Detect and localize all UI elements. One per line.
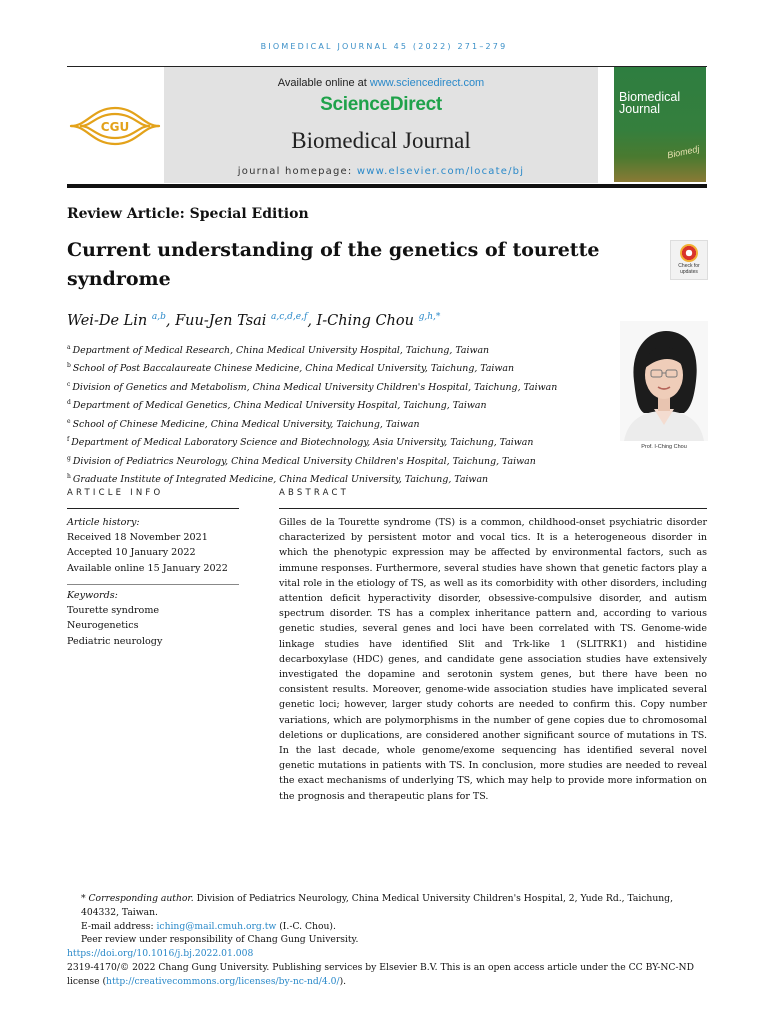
keyword-item: Neurogenetics: [67, 620, 139, 632]
sciencedirect-brand: ScienceDirect: [320, 94, 442, 115]
crossmark-label: updates: [680, 269, 698, 275]
affiliation-item: $^e$ School of Chinese Medicine, China Medical University, Taichung, Taiwan: [67, 417, 420, 430]
affiliation-item: $^d$ Department of Medical Genetics, China Medical University Hospital, Taichung, Taiwan: [67, 399, 487, 412]
author-affiliation-marks[interactable]: g,h,*: [418, 312, 441, 322]
affiliation-item: $^h$ Graduate Institute of Integrated Medicine, China Medical University, Taichung, Taiwan: [67, 472, 489, 486]
online-date: Available online 15 January 2022: [67, 562, 228, 574]
peer-review-note: Peer review under responsibility of Chang Gung University.: [81, 934, 359, 946]
author-affiliation-marks[interactable]: a,b: [151, 312, 166, 322]
affiliation-item: $^g$ Division of Pediatrics Neurology, China Medical University Children's Hospital, Taichung, Taiwan: [67, 454, 536, 467]
cover-script: Biomedj: [666, 143, 701, 161]
affiliation-list: [67, 340, 607, 487]
author-name[interactable]: I-Ching Chou: [316, 312, 414, 329]
received-date: Received 18 November 2021: [67, 532, 208, 544]
author-list: Wei-De Lin $^{a,b}$, Fuu-Jen Tsai $^{a,c,d,e,f}$, I-Ching Chou $^{g,h,*}$: [67, 312, 441, 329]
corresponding-author-note: * Corresponding author. Division of Pediatrics Neurology, China Medical University Children's Hospital, 2, Yude Rd., Taichung, 404332, Taiwan.: [81, 893, 673, 918]
keyword-item: Tourette syndrome: [67, 605, 160, 617]
cover-title: Biomedical Journal: [619, 90, 681, 116]
cgu-logo-icon: [67, 100, 163, 152]
article-history: [67, 515, 239, 576]
author-name[interactable]: Wei-De Lin: [67, 312, 148, 329]
accepted-date: Accepted 10 January 2022: [67, 547, 196, 559]
license-link[interactable]: http://creativecommons.org/licenses/by-nc-nd/4.0/: [106, 975, 340, 987]
affiliation-item: $^f$ Department of Medical Laboratory Science and Biotechnology, Asia University, Taichung, Taiwan: [67, 436, 534, 449]
footnotes: [67, 892, 707, 989]
abstract-rule: [279, 508, 707, 509]
keywords-label: Keywords:: [67, 590, 118, 601]
author-photo: [620, 321, 708, 441]
crossmark-icon[interactable]: [670, 240, 708, 280]
email-note: E-mail address: iching@mail.cmuh.org.tw (I.-C. Chou).: [81, 920, 336, 932]
license-note: 2319-4170/© 2022 Chang Gung University. Publishing services by Elsevier B.V. This is an open access article under the CC BY-NC-ND license (http://creativecommons.org/licenses/by-nc-nd/4.0/).: [67, 961, 694, 987]
email-link[interactable]: iching@mail.cmuh.org.tw: [156, 920, 277, 932]
article-info-heading: ARTICLE INFO: [67, 488, 164, 498]
journal-cover[interactable]: [614, 67, 706, 182]
article-info-rule: [67, 508, 239, 509]
svg-text:CGU: CGU: [100, 120, 130, 134]
abstract-text: Gilles de la Tourette syndrome (TS) is a common, childhood-onset psychiatric disorder characterized by persistent motor and vocal tics. It is a heterogeneous disorder in which the phenotypic expression may be affected by environmental factors, such as immune responses. Furthermore, several studies have shown that genetic factors play a vital role in the etiology of TS, as well as its comorbidity with other disorders, including attention deficit hyperactivity disorder, obsessive-compulsive disorder, and autism spectrum disorder. TS has a complex inheritance pattern and, according to various genetic studies, several genes and loci have been correlated with TS. Genome-wide linkage studies have identified Slit and Trk-like 1 (SLITRK1) and histidine decarboxylase (HDC) genes, and candidate gene association studies have extensively investigated the dopamine and serotonin system genes, but there have been no consistent results. Moreover, genome-wide association studies have implicated several genetic loci; however, larger study cohorts are needed to confirm this. Copy number variations, which are polymorphisms in the number of gene copies due to chromosomal deletions or duplications, are considered another significant source of mutations in TS. In the last decade, whole genome/exome sequencing has identified several novel genetic mutations in patients with TS. In conclusion, more studies are needed to reveal the exact mechanisms of underlying TS, which may help to provide more information on the prognosis and therapeutic plans for TS.: [279, 517, 707, 802]
available-online-line: Available online at www.sciencedirect.com: [277, 77, 485, 89]
photo-caption: Prof. I-Ching Chou: [641, 444, 687, 450]
sciencedirect-link[interactable]: www.sciencedirect.com: [369, 77, 485, 89]
journal-title: Biomedical Journal: [291, 128, 471, 153]
keywords-block: [67, 588, 239, 649]
crossmark-label: Check for: [678, 263, 700, 269]
section-label: Review Article: Special Edition: [67, 206, 309, 222]
journal-homepage-link[interactable]: www.elsevier.com/locate/bj: [356, 166, 525, 177]
author-affiliation-marks[interactable]: a,c,d,e,f: [271, 312, 308, 322]
header-rule: [67, 184, 707, 188]
running-head: BIOMEDICAL JOURNAL 45 (2022) 271–279: [260, 42, 508, 51]
doi-link[interactable]: https://doi.org/10.1016/j.bj.2022.01.008: [67, 948, 254, 960]
affiliation-item: $^c$ Division of Genetics and Metabolism, China Medical University Children's Hospital, Taichung, Taiwan: [67, 380, 558, 393]
history-label: Article history:: [67, 517, 140, 528]
journal-homepage-line: journal homepage: www.elsevier.com/locate/bj: [237, 166, 525, 177]
article-title: Current understanding of the genetics of tourette syndrome: [67, 239, 600, 290]
author-name[interactable]: Fuu-Jen Tsai: [175, 312, 267, 329]
affiliation-item: $^b$ School of Post Baccalaureate Chinese Medicine, China Medical University, Taichung, Taiwan: [67, 362, 515, 375]
abstract-heading: ABSTRACT: [279, 488, 350, 498]
affiliation-item: $^a$ Department of Medical Research, China Medical University Hospital, Taichung, Taiwan: [67, 344, 490, 357]
keyword-item: Pediatric neurology: [67, 635, 163, 647]
keywords-rule: [67, 584, 239, 585]
